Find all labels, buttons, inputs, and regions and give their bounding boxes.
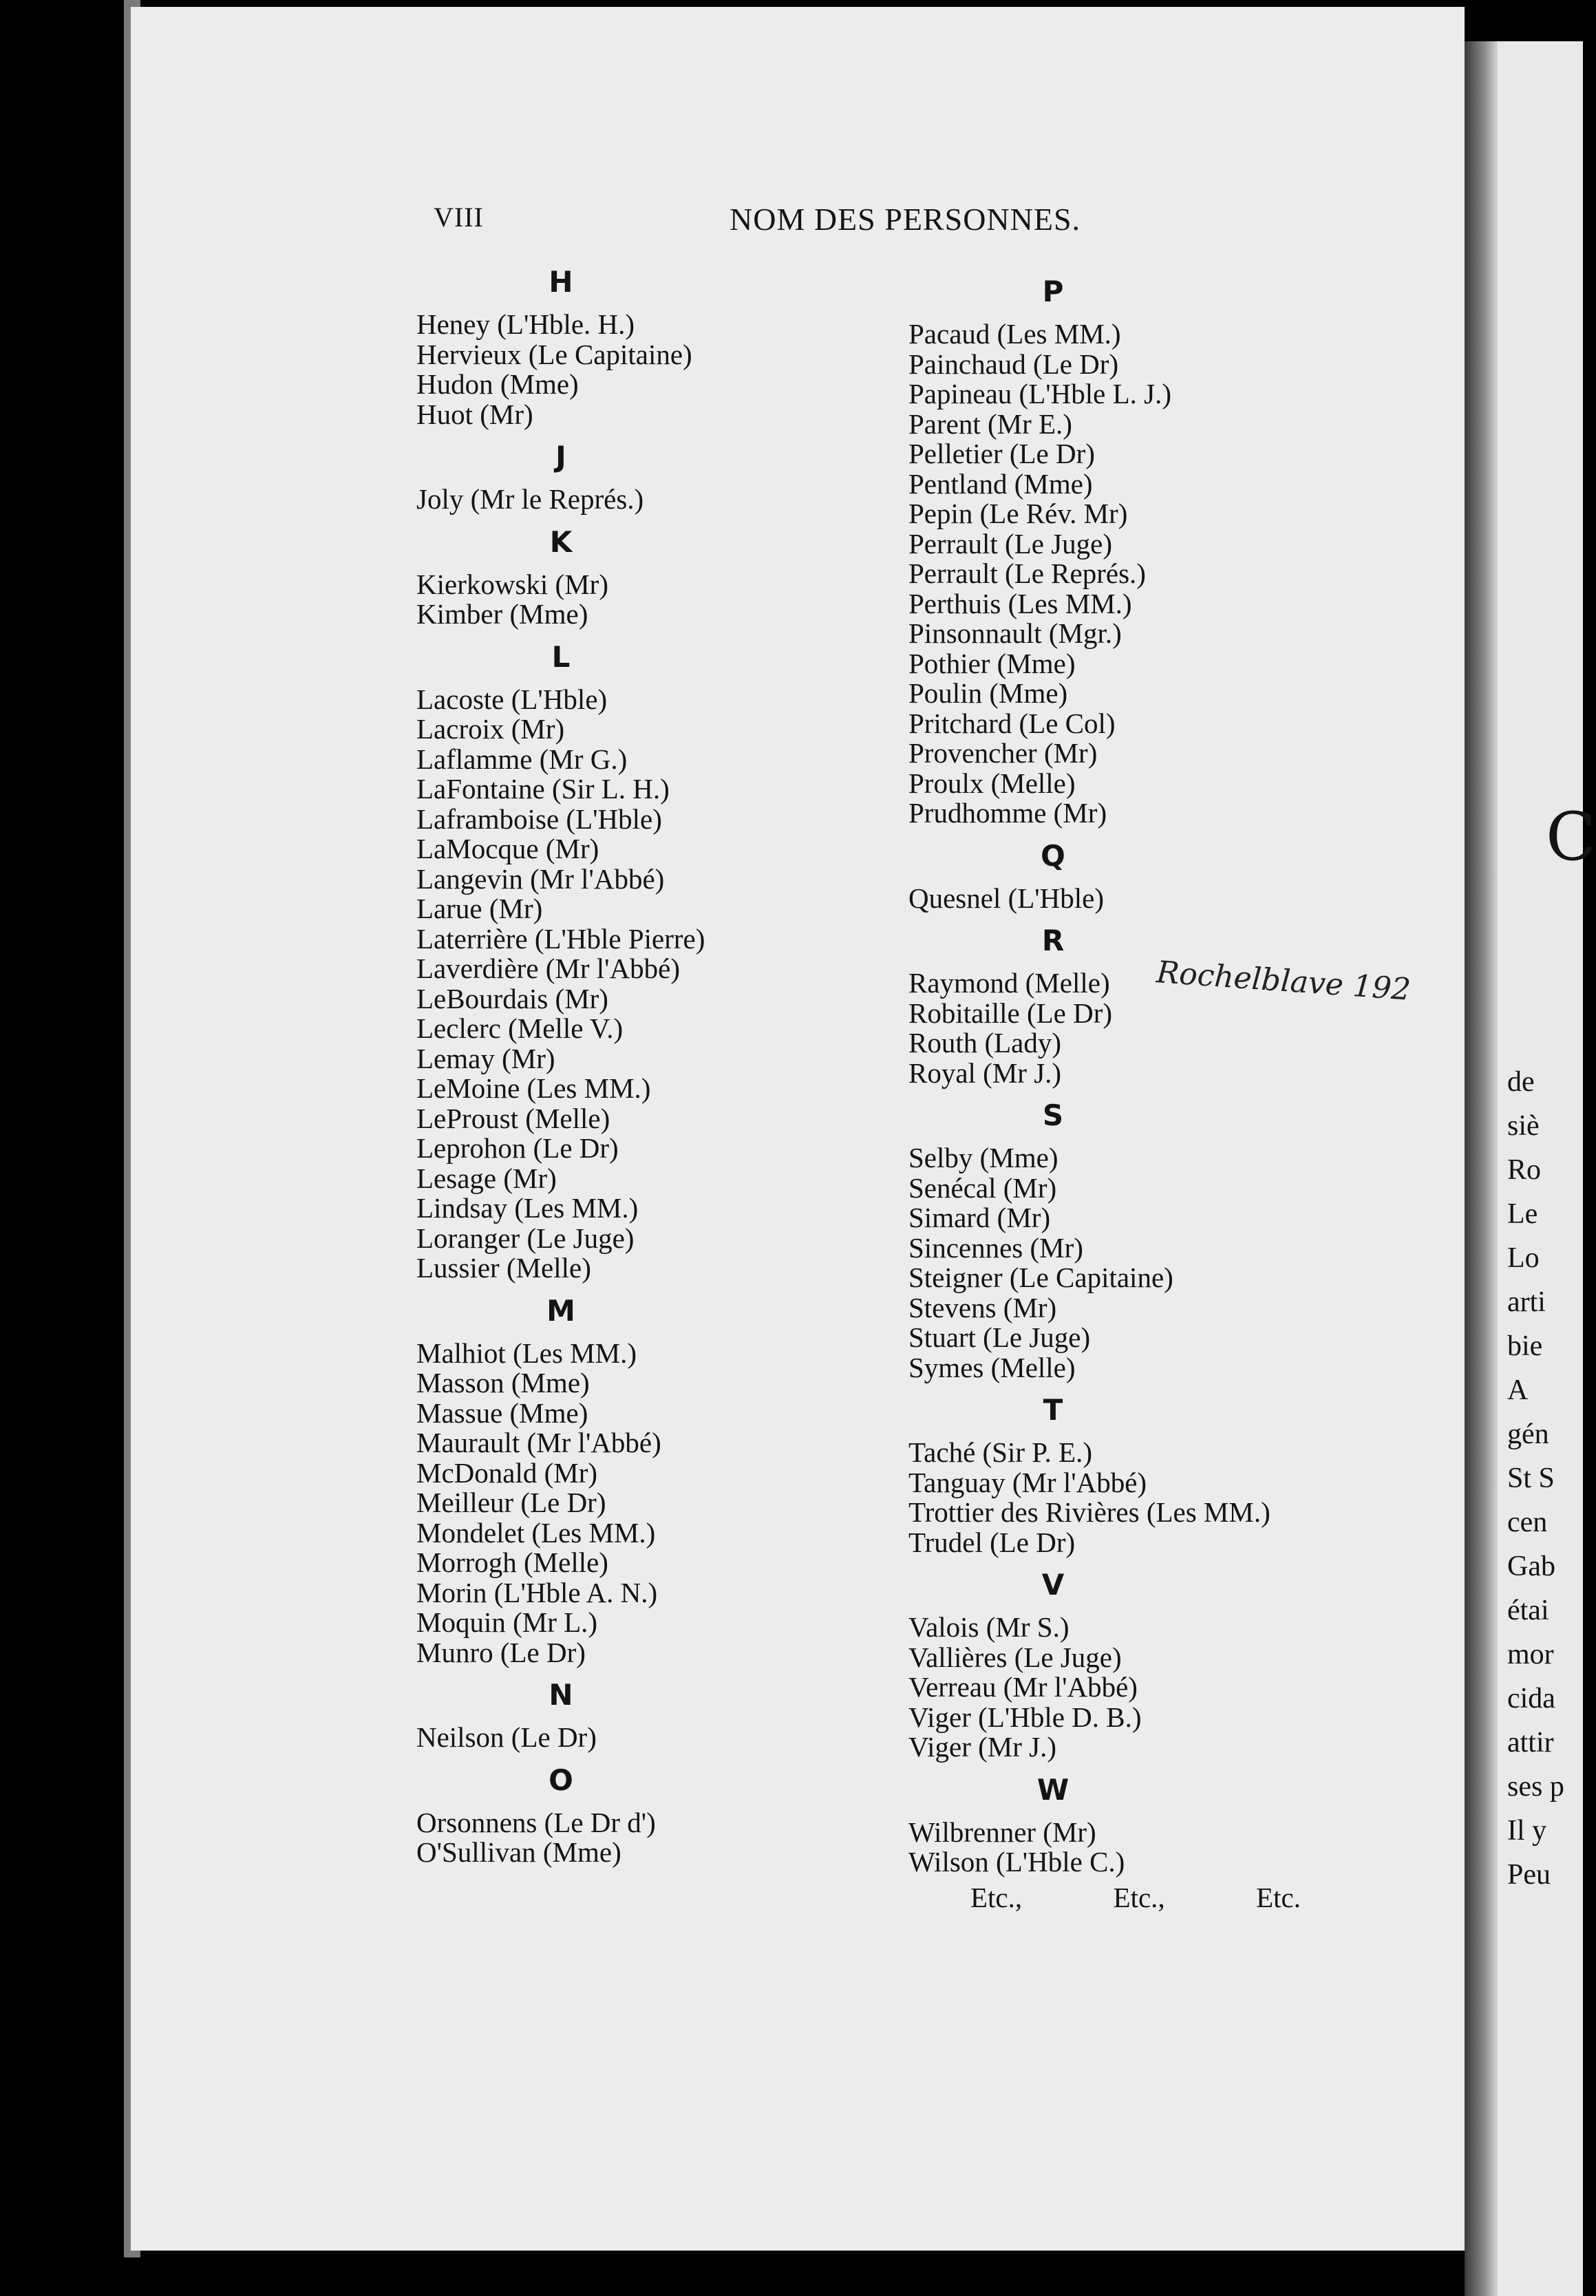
index-entry: Lussier (Melle) — [416, 1252, 591, 1284]
index-entry: Viger (L'Hble D. B.) — [908, 1701, 1142, 1733]
section-letter: P — [1042, 275, 1064, 308]
index-entry: Valois (Mr S.) — [908, 1611, 1070, 1643]
right-index-column — [908, 264, 1390, 1913]
index-entry: Stevens (Mr) — [908, 1291, 1057, 1324]
section-letter: S — [1042, 1098, 1064, 1132]
index-entry: Massue (Mme) — [416, 1396, 588, 1429]
index-entry: Vallières (Le Juge) — [908, 1641, 1122, 1673]
index-entry: Meilleur (Le Dr) — [416, 1487, 606, 1518]
section-letter: N — [549, 1678, 573, 1712]
index-entry: Taché (Sir P. E.) — [908, 1436, 1092, 1468]
index-entry: Joly (Mr le Représ.) — [416, 483, 644, 515]
page-number: VIII — [434, 202, 484, 233]
index-entry: Senécal (Mr) — [908, 1171, 1057, 1204]
next-page-text-fragment — [1507, 1060, 1564, 1897]
index-entry: Masson (Mme) — [416, 1367, 590, 1399]
next-page-line: mor — [1507, 1639, 1554, 1670]
next-page-line: attir — [1507, 1727, 1554, 1758]
index-entry: Maurault (Mr l'Abbé) — [416, 1427, 661, 1458]
index-entry: Kimber (Mme) — [416, 598, 588, 630]
index-entry: LeProust (Melle) — [416, 1102, 610, 1134]
section-letter: V — [1041, 1568, 1065, 1602]
index-entry: Larue (Mr) — [416, 893, 543, 924]
index-entry: Pothier (Mme) — [908, 647, 1076, 679]
index-entry: Simard (Mr) — [908, 1202, 1051, 1233]
index-entry: Langevin (Mr l'Abbé) — [416, 862, 665, 895]
index-entry: Proulx (Melle) — [908, 767, 1076, 799]
index-entry: Symes (Melle) — [908, 1351, 1076, 1383]
book-gutter — [1465, 41, 1498, 2296]
index-entry: Lesage (Mr) — [416, 1162, 557, 1194]
section-letter: J — [555, 440, 566, 474]
next-page-line: Le — [1507, 1198, 1538, 1230]
index-entry: Trudel (Le Dr) — [908, 1526, 1076, 1558]
index-entry: Laframboise (L'Hble) — [416, 802, 662, 835]
index-entry: Heney (L'Hble. H.) — [416, 308, 635, 340]
index-entry: Pepin (Le Rév. Mr) — [908, 498, 1128, 529]
left-index-column — [416, 255, 898, 1868]
section-letter: R — [1041, 924, 1065, 957]
index-entry: Laterrière (L'Hble Pierre) — [416, 922, 705, 955]
next-page-line: A — [1507, 1374, 1529, 1406]
index-entry: Perrault (Le Juge) — [908, 527, 1112, 560]
index-entry: Laflamme (Mr G.) — [416, 743, 628, 775]
index-entry: Painchaud (Le Dr) — [908, 348, 1119, 380]
index-entry: Stuart (Le Juge) — [908, 1321, 1091, 1353]
etc-text: Etc., — [1113, 1881, 1165, 1913]
section-letter: O — [549, 1763, 573, 1797]
next-page-line: Ro — [1507, 1154, 1542, 1186]
next-page-line: Peu — [1507, 1859, 1551, 1891]
section-letter: M — [546, 1293, 575, 1328]
next-page-line: Il y — [1507, 1815, 1547, 1847]
next-page-line: de — [1507, 1066, 1535, 1098]
index-entry: Sincennes (Mr) — [908, 1231, 1083, 1264]
index-entry: Prudhomme (Mr) — [908, 797, 1107, 829]
next-page-line: étai — [1507, 1595, 1549, 1626]
etc-text: Etc. — [1256, 1881, 1301, 1913]
index-entry: Lindsay (Les MM.) — [416, 1192, 639, 1224]
index-entry: LaMocque (Mr) — [416, 833, 599, 864]
index-entry: Verreau (Mr l'Abbé) — [908, 1671, 1138, 1703]
index-entry: Papineau (L'Hble L. J.) — [908, 378, 1171, 410]
index-entry: Perrault (Le Représ.) — [908, 557, 1146, 589]
next-page-drop-capital: C — [1546, 798, 1596, 875]
index-entry: Neilson (Le Dr) — [416, 1721, 597, 1753]
index-entry: Moquin (Mr L.) — [416, 1606, 598, 1638]
index-entry: Hudon (Mme) — [416, 368, 579, 400]
next-page-line: Gab — [1507, 1551, 1555, 1582]
index-entry: Morin (L'Hble A. N.) — [416, 1576, 658, 1608]
section-letter: T — [1043, 1393, 1063, 1427]
index-entry: Huot (Mr) — [416, 398, 533, 430]
index-entry: Steigner (Le Capitaine) — [908, 1262, 1173, 1293]
index-entry: Selby (Mme) — [908, 1142, 1058, 1173]
section-letter: L — [551, 639, 571, 674]
next-page-line: cida — [1507, 1683, 1555, 1714]
index-entry: Hervieux (Le Capitaine) — [416, 338, 692, 370]
index-entry: Poulin (Mme) — [908, 677, 1068, 709]
next-page-line: gén — [1507, 1418, 1549, 1450]
next-page-line: siè — [1507, 1110, 1540, 1142]
index-entry: Mondelet (Les MM.) — [416, 1516, 656, 1549]
index-entry: Leclerc (Melle V.) — [416, 1012, 624, 1044]
index-entry: Routh (Lady) — [908, 1027, 1062, 1059]
etc-row — [970, 1883, 1301, 1913]
section-letter: H — [549, 265, 573, 299]
next-page-line: bie — [1507, 1330, 1543, 1362]
section-letter: W — [1036, 1772, 1070, 1807]
index-entry: Pinsonnault (Mgr.) — [908, 617, 1122, 649]
index-entry: Lacoste (L'Hble) — [416, 683, 608, 715]
index-entry: Lacroix (Mr) — [416, 713, 565, 745]
index-entry: LaFontaine (Sir L. H.) — [416, 773, 670, 805]
index-entry: Viger (Mr J.) — [908, 1731, 1057, 1763]
index-entry: Tanguay (Mr l'Abbé) — [908, 1466, 1147, 1498]
handwritten-note: Rochelblave 192 — [1155, 955, 1412, 1008]
index-entry: Wilbrenner (Mr) — [908, 1816, 1096, 1848]
index-entry: Laverdière (Mr l'Abbé) — [416, 953, 681, 984]
index-entry: Raymond (Melle) — [908, 967, 1110, 999]
index-entry: Parent (Mr E.) — [908, 407, 1072, 440]
next-page-line: Lo — [1507, 1242, 1540, 1274]
index-entry: Lemay (Mr) — [416, 1042, 555, 1074]
index-entry: Robitaille (Le Dr) — [908, 997, 1113, 1029]
index-entry: Pentland (Mme) — [908, 467, 1093, 500]
index-entry: Pacaud (Les MM.) — [908, 318, 1121, 350]
index-entry: Leprohon (Le Dr) — [416, 1132, 619, 1164]
index-entry: Trottier des Rivières (Les MM.) — [908, 1496, 1270, 1528]
etc-text: Etc., — [970, 1881, 1023, 1913]
index-entry: LeMoine (Les MM.) — [416, 1072, 651, 1104]
index-entry: Pelletier (Le Dr) — [908, 438, 1095, 469]
index-entry: Orsonnens (Le Dr d') — [416, 1806, 656, 1838]
section-letter: Q — [1041, 838, 1065, 873]
index-entry: Munro (Le Dr) — [416, 1636, 586, 1668]
index-entry: Perthuis (Les MM.) — [908, 587, 1132, 619]
index-entry: Morrogh (Melle) — [416, 1546, 608, 1578]
index-entry: LeBourdais (Mr) — [416, 982, 608, 1014]
index-entry: Loranger (Le Juge) — [416, 1222, 635, 1254]
next-page-line: cen — [1507, 1507, 1548, 1538]
index-entry: O'Sullivan (Mme) — [416, 1836, 621, 1868]
index-entry: Quesnel (L'Hble) — [908, 882, 1105, 914]
running-title: NOM DES PERSONNES. — [730, 202, 1081, 237]
next-page-line: ses p — [1507, 1771, 1564, 1803]
index-entry: Pritchard (Le Col) — [908, 707, 1116, 739]
index-entry: Royal (Mr J.) — [908, 1056, 1062, 1089]
index-entry: Kierkowski (Mr) — [416, 568, 608, 600]
section-letter: K — [549, 524, 573, 559]
index-entry: Wilson (L'Hble C.) — [908, 1846, 1125, 1878]
next-page-line: St S — [1507, 1463, 1555, 1494]
next-page-line: arti — [1507, 1286, 1546, 1318]
index-entry: Malhiot (Les MM.) — [416, 1337, 637, 1369]
index-entry: Provencher (Mr) — [908, 737, 1098, 769]
index-entry: McDonald (Mr) — [416, 1456, 598, 1489]
